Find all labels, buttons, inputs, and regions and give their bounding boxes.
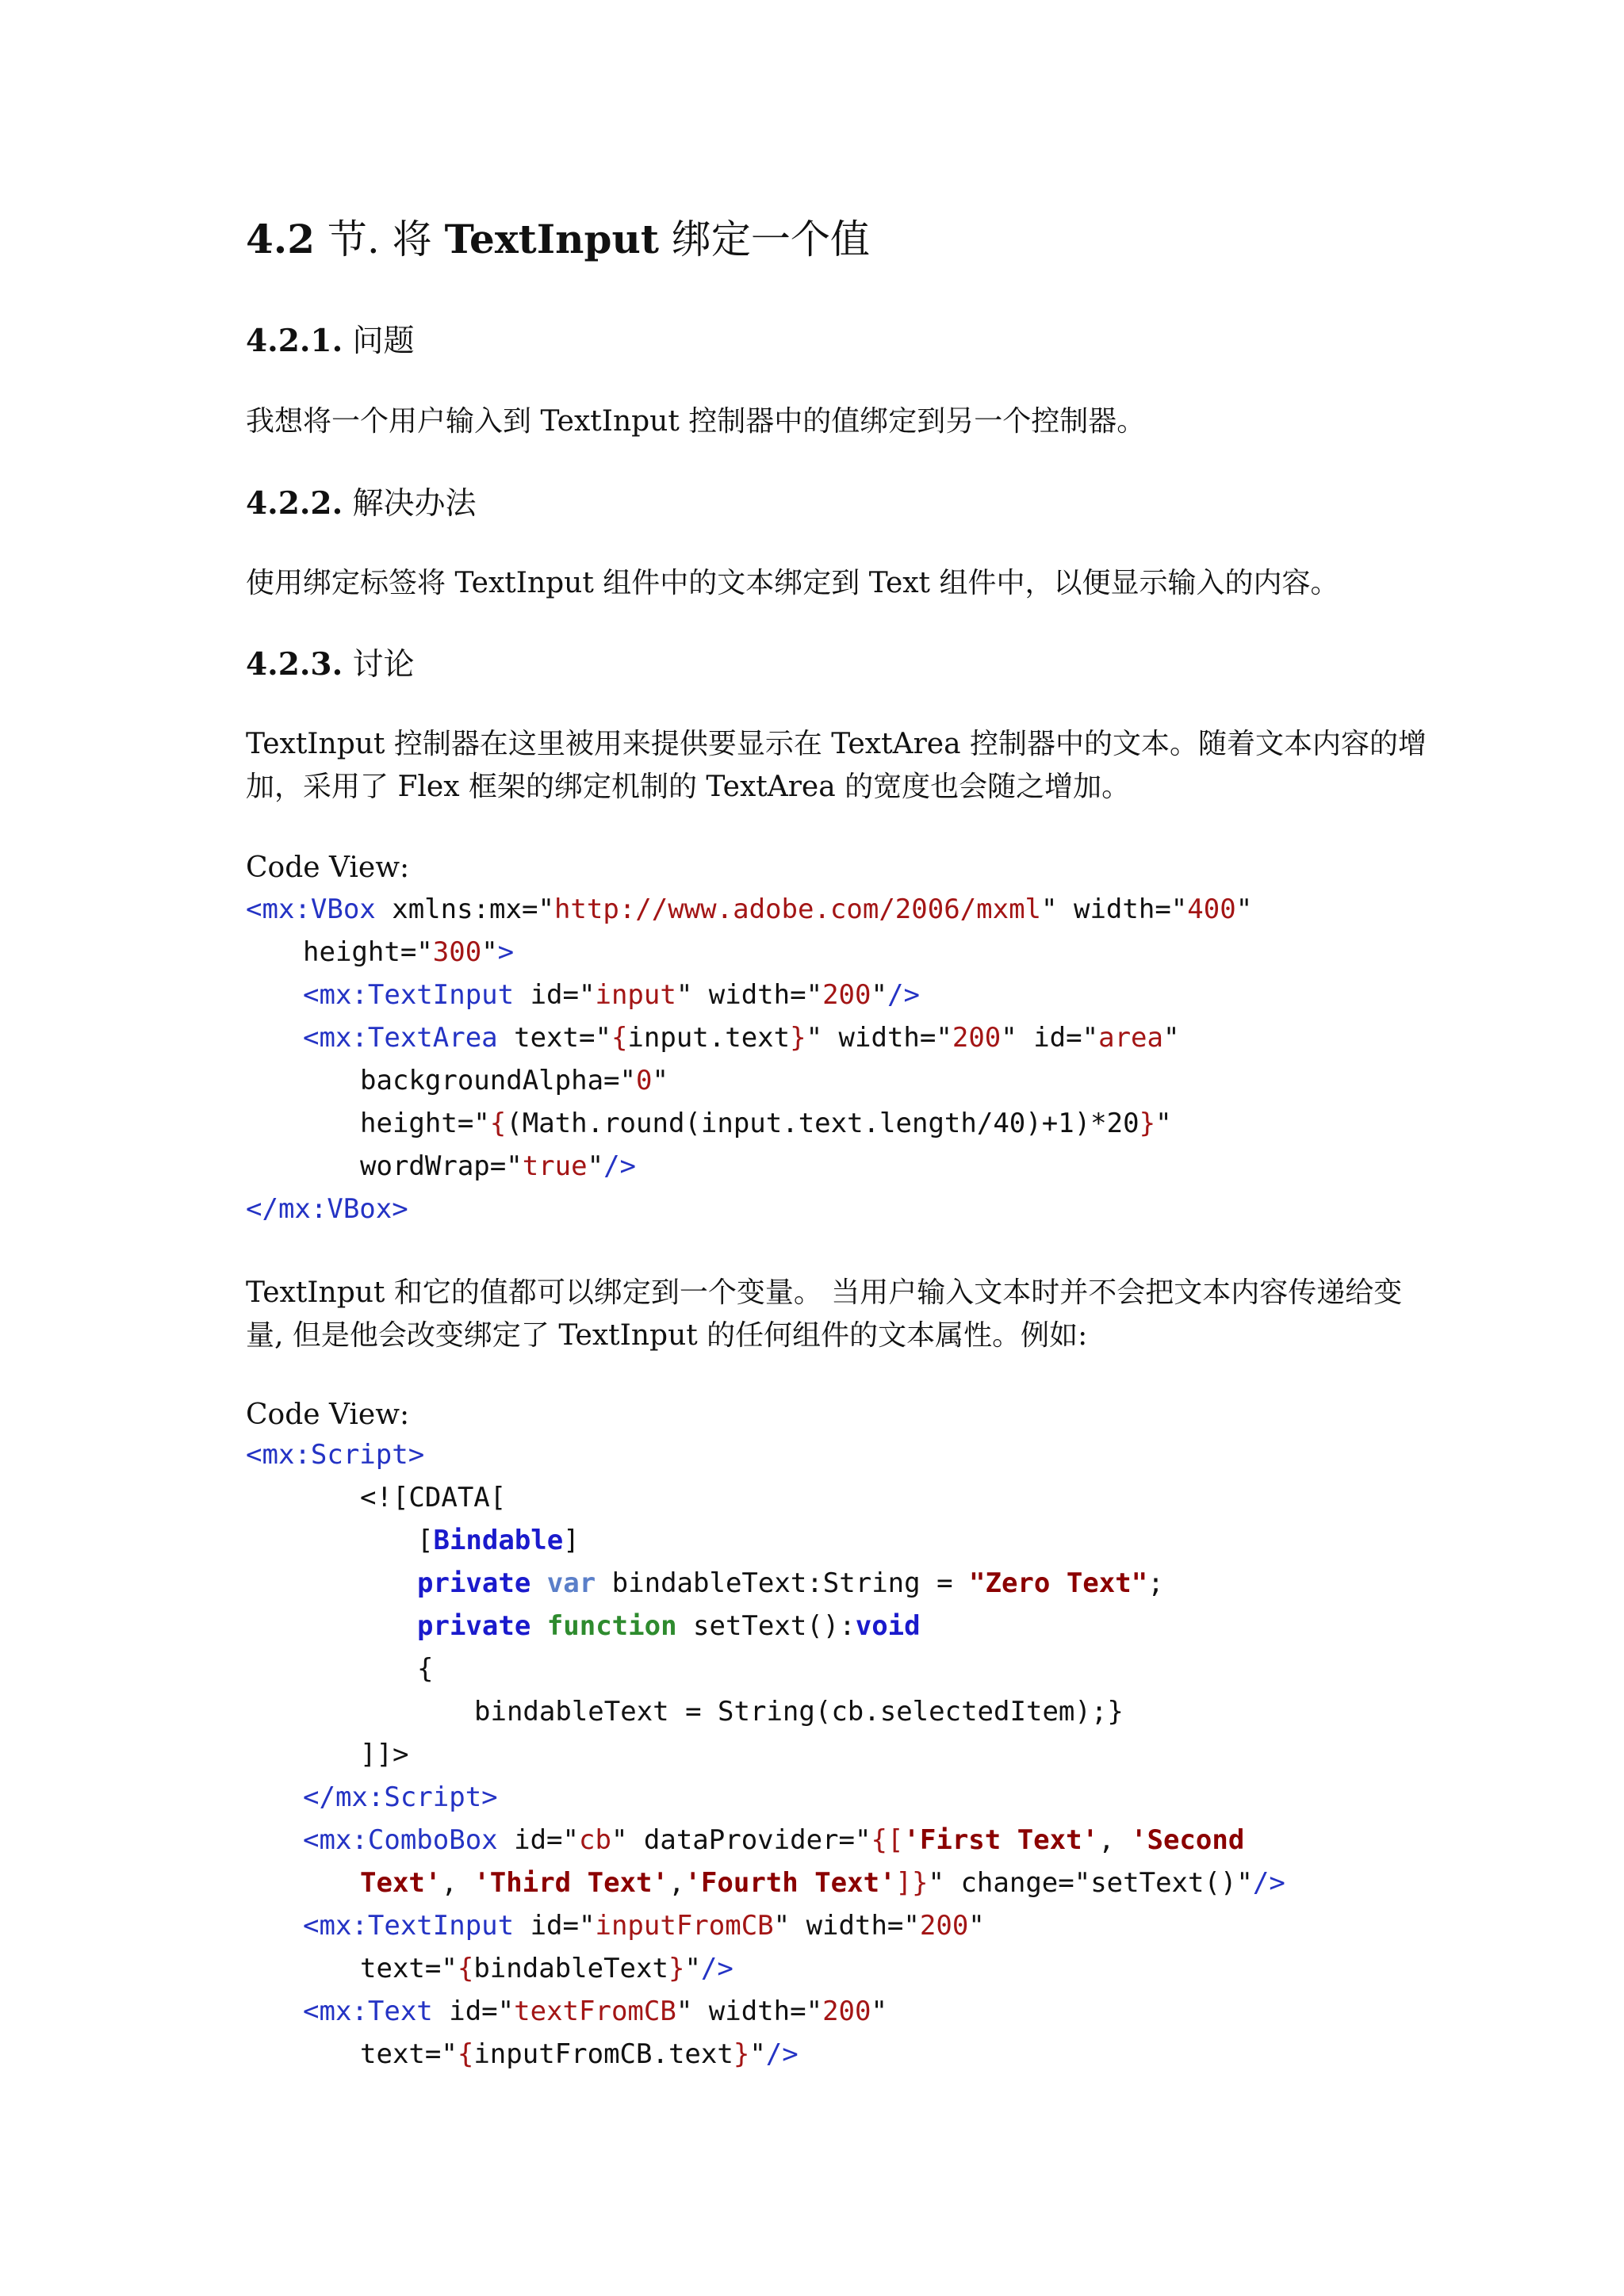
- code-line: height="300">: [303, 936, 515, 968]
- section-title: 4.2 节. 将 TextInput 绑定一个值: [246, 216, 870, 262]
- code-line: private function setText():void: [417, 1610, 921, 1642]
- solution-heading: 4.2.2. 解决办法: [246, 485, 477, 522]
- code-line: <mx:VBox xmlns:mx="http://www.adobe.com/2006/mxml" width="400": [246, 894, 1253, 925]
- code-line: <mx:TextInput id="inputFromCB" width="200": [303, 1910, 985, 1942]
- problem-heading: 4.2.1. 问题: [246, 323, 415, 359]
- code-line: private var bindableText:String = "Zero Text";: [417, 1567, 1164, 1599]
- code-line: text="{bindableText}"/>: [360, 1953, 733, 1984]
- code-line: <mx:TextArea text="{input.text}" width="200" id="area": [303, 1022, 1180, 1054]
- code-view-label-1: Code View:: [246, 851, 410, 884]
- code-line: <mx:Script>: [246, 1439, 425, 1471]
- code-line: height="{(Math.round(input.text.length/40)+1)*20}": [360, 1108, 1172, 1139]
- code-line: text="{inputFromCB.text}"/>: [360, 2038, 799, 2070]
- discussion-para1-line1: TextInput 控制器在这里被用来提供要显示在 TextArea 控制器中的文本。随着文本内容的增: [246, 728, 1427, 760]
- discussion-para2-line1: TextInput 和它的值都可以绑定到一个变量。 当用户输入文本时并不会把文本内容传递给变: [246, 1276, 1403, 1309]
- discussion-para2-line2: 量, 但是他会改变绑定了 TextInput 的任何组件的文本属性。例如:: [246, 1319, 1088, 1352]
- code-line: <mx:Text id="textFromCB" width="200": [303, 1996, 887, 2027]
- code-block-2: [246, 1433, 1285, 2076]
- code-line: <mx:TextInput id="input" width="200"/>: [303, 979, 920, 1011]
- code-line: </mx:Script>: [303, 1781, 498, 1813]
- code-line: {: [417, 1653, 434, 1685]
- code-line: Text', 'Third Text','Fourth Text']}" change="setText()"/>: [360, 1867, 1285, 1899]
- code-view-label-2: Code View:: [246, 1399, 410, 1431]
- problem-text: 我想将一个用户输入到 TextInput 控制器中的值绑定到另一个控制器。: [246, 405, 1146, 438]
- code-line: ]]>: [360, 1739, 409, 1770]
- code-line: <![CDATA[: [360, 1482, 507, 1513]
- code-line: <mx:ComboBox id="cb" dataProvider="{['First Text', 'Second: [303, 1824, 1245, 1856]
- code-line: bindableText = String(cb.selectedItem);}: [474, 1696, 1124, 1728]
- code-block-1: [246, 888, 1252, 1230]
- solution-text: 使用绑定标签将 TextInput 组件中的文本绑定到 Text 组件中，以便显示输入的内容。: [246, 567, 1339, 599]
- code-line: </mx:VBox>: [246, 1193, 408, 1225]
- code-line: backgroundAlpha="0": [360, 1065, 668, 1096]
- discussion-para1-line2: 加，采用了 Flex 框架的绑定机制的 TextArea 的宽度也会随之增加。: [246, 771, 1131, 803]
- discussion-heading: 4.2.3. 讨论: [246, 646, 415, 683]
- code-line: wordWrap="true"/>: [360, 1150, 637, 1182]
- code-line: [Bindable]: [417, 1525, 580, 1556]
